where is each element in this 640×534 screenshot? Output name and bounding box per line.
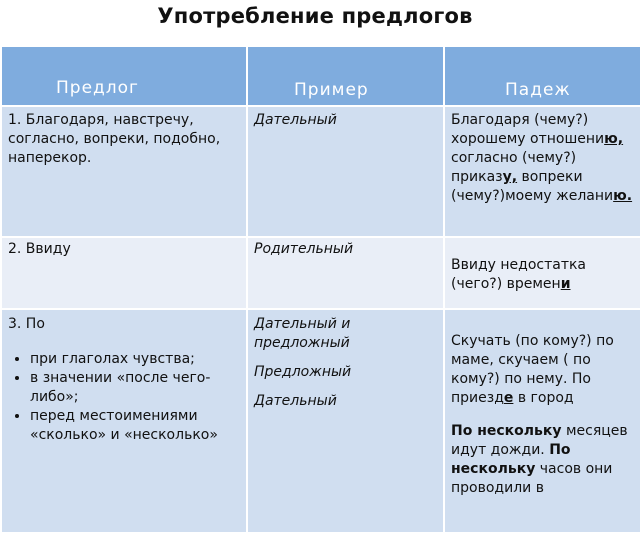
- table-row: [1, 237, 640, 309]
- list-item: • перед местоимениями «сколько» и «несколько»: [30, 407, 246, 445]
- page-title: Употребление предлогов: [157, 4, 473, 28]
- case-cell: [247, 309, 444, 533]
- example-cell: [444, 309, 640, 533]
- example-text: Скучать (по кому?) по маме, скучаем ( по кому?) по нему. По приезде в город: [451, 333, 614, 406]
- preposition-cell: 1. Благодаря, навстречу, согласно, вопреки, подобно, наперекор.: [1, 106, 247, 237]
- prepositions-table: [0, 45, 640, 534]
- case-label: Дательный: [254, 393, 337, 409]
- example-text: По нескольку месяцев идут дожди. По нескольку часов они проводили в: [451, 423, 628, 496]
- preposition-cell: [1, 309, 247, 533]
- preposition-label: 3. По: [8, 316, 45, 332]
- header-example: Пример: [247, 46, 444, 106]
- list-item: • при глаголах чувства;: [30, 350, 246, 369]
- case-label: Предложный: [254, 364, 352, 380]
- table-row: [1, 106, 640, 237]
- header-preposition: Предлог: [1, 46, 247, 106]
- case-label: Дательный и предложный: [254, 316, 351, 351]
- case-cell: Дательный: [247, 106, 444, 237]
- example-cell: Благодаря (чему?) хорошему отношению, согласно (чему?) приказу, вопреки (чему?)моему желанию.: [444, 106, 640, 237]
- header-case: Падеж: [444, 46, 640, 106]
- example-cell: Ввиду недостатка (чего?) времени: [444, 237, 640, 309]
- table-header-row: [1, 46, 640, 106]
- list-item: • в значении «после чего-либо»;: [30, 369, 246, 407]
- case-cell: Родительный: [247, 237, 444, 309]
- preposition-cell: 2. Ввиду: [1, 237, 247, 309]
- usage-list: [8, 350, 246, 445]
- table-row: [1, 309, 640, 533]
